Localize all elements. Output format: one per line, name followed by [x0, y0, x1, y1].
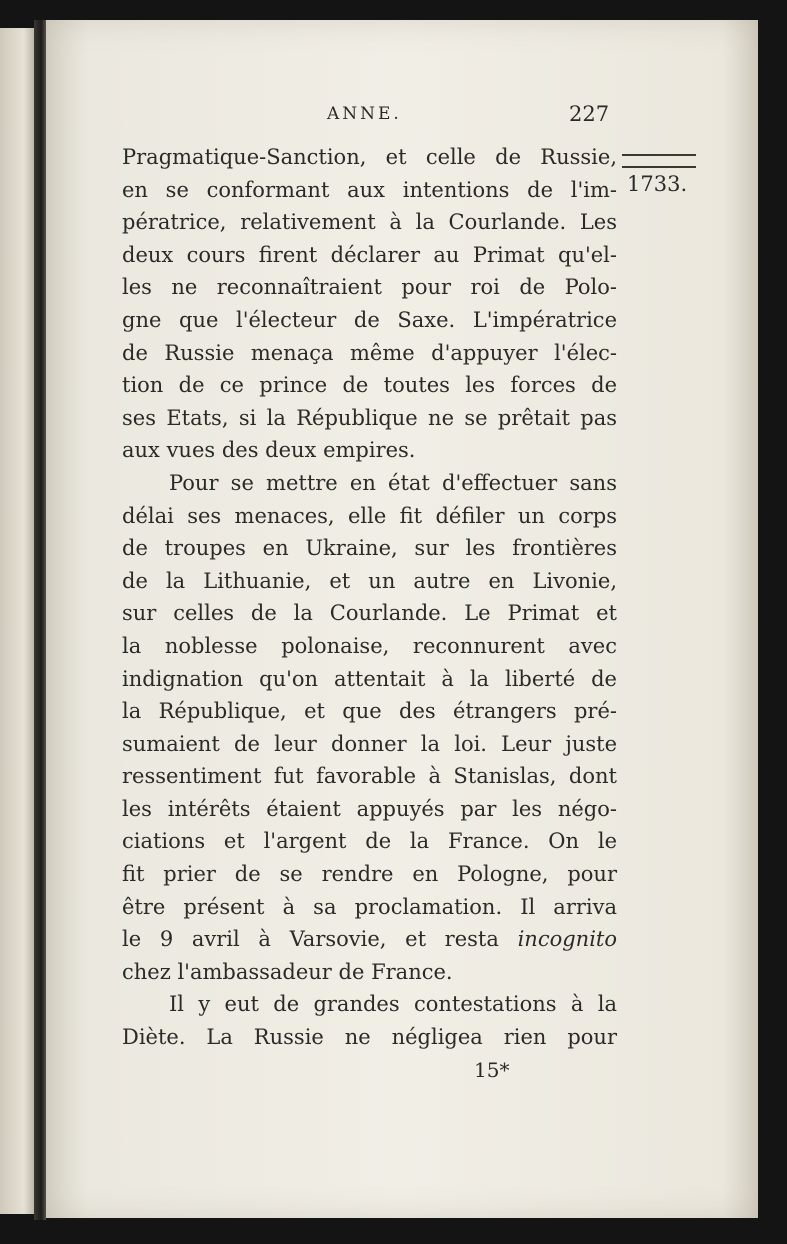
- text-line: être présent à sa proclamation. Il arriva: [122, 894, 617, 919]
- text-line: gne que l'électeur de Saxe. L'impératrice: [122, 307, 617, 332]
- text-line: la République, et que des étrangers pré-: [122, 699, 617, 724]
- text-line: deux cours firent déclarer au Primat qu'el-: [122, 242, 617, 267]
- page-header: [46, 104, 758, 134]
- margin-year: 1733.: [627, 172, 688, 196]
- text-line: de Russie menaça même d'appuyer l'élec-: [122, 340, 617, 365]
- text-line: fit prier de se rendre en Pologne, pour: [122, 862, 617, 887]
- text-line: les intérêts étaient appuyés par les négo-: [122, 796, 617, 821]
- text-line: aux vues des deux empires.: [122, 438, 416, 463]
- text-line: Diète. La Russie ne négligea rien pour: [122, 1025, 617, 1050]
- signature-mark: 15*: [474, 1058, 510, 1082]
- text-line: Il y eut de grandes contestations à la: [169, 992, 617, 1017]
- margin-rule: [622, 154, 696, 168]
- text-line: en se conformant aux intentions de l'im-: [122, 177, 617, 202]
- text-line: chez l'ambassadeur de France.: [122, 959, 453, 984]
- text-line: ciations et l'argent de la France. On le: [122, 829, 617, 854]
- text-line: tion de ce prince de toutes les forces de: [122, 373, 617, 398]
- body-text: [122, 141, 617, 1054]
- text-line: pératrice, relativement à la Courlande. Les: [122, 210, 617, 235]
- text-line: sumaient de leur donner la loi. Leur juste: [122, 731, 617, 756]
- text-line: la noblesse polonaise, reconnurent avec: [122, 633, 617, 658]
- text-line: Pour se mettre en état d'effectuer sans: [169, 470, 617, 495]
- running-head: ANNE.: [327, 104, 402, 124]
- page-number: 227: [569, 102, 610, 126]
- text-line: indignation qu'on attentait à la liberté de: [122, 666, 617, 691]
- facing-page-edge: [0, 28, 34, 1214]
- text-line: ses Etats, si la République ne se prêtait pas: [122, 405, 617, 430]
- book-gutter: [34, 20, 46, 1220]
- text-line-with-italic: [122, 923, 617, 956]
- italic-word: incognito: [517, 927, 617, 952]
- text-line: de la Lithuanie, et un autre en Livonie,: [122, 568, 617, 593]
- text-line: Pragmatique-Sanction, et celle de Russie,: [122, 145, 617, 169]
- text-run: le 9 avril à Varsovie, et resta: [122, 927, 499, 952]
- text-line: délai ses menaces, elle fit défiler un corps: [122, 503, 617, 528]
- text-line: de troupes en Ukraine, sur les frontières: [122, 536, 617, 561]
- text-line: les ne reconnaîtraient pour roi de Polo-: [122, 275, 617, 300]
- text-line: sur celles de la Courlande. Le Primat et: [122, 601, 617, 626]
- text-line: ressentiment fut favorable à Stanislas, dont: [122, 764, 617, 789]
